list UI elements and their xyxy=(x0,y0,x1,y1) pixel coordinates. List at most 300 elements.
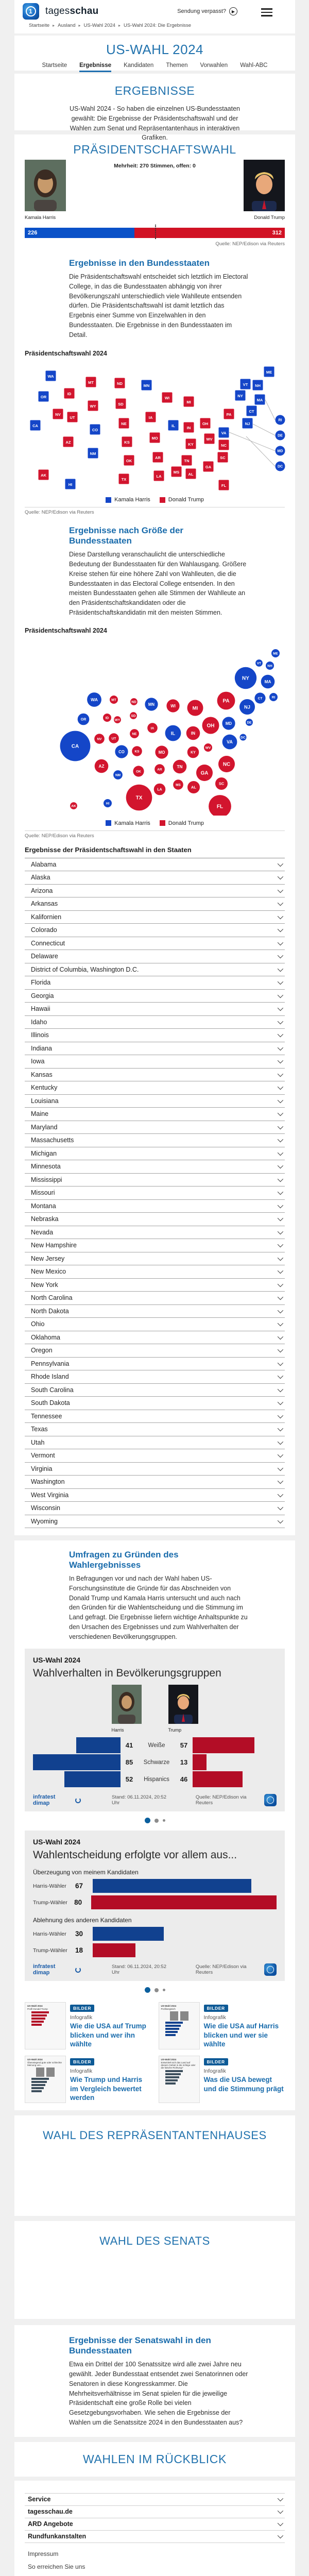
state-row-Oregon[interactable]: Oregon xyxy=(25,1344,285,1358)
svg-text:DE: DE xyxy=(278,434,283,438)
state-row-Nevada[interactable]: Nevada xyxy=(25,1226,285,1240)
svg-text:NC: NC xyxy=(223,761,230,767)
candidates-hero xyxy=(14,159,295,228)
chevron-down-icon xyxy=(278,1413,283,1418)
state-row-Georgia[interactable]: Georgia xyxy=(25,990,285,1003)
state-row-Massachusetts[interactable]: Massachusetts xyxy=(25,1134,285,1147)
svg-text:TN: TN xyxy=(177,764,183,769)
chevron-down-icon xyxy=(278,1097,283,1103)
chevron-down-icon xyxy=(278,966,283,972)
umfragen-text: In Befragungen vor und nach der Wahl haben US-Forschungsinstitute die Gründe für das Abschneiden von Donald Trump und Kamala Harris untersucht und auch nach den Gründen für die Wahlentscheidung und die Stimmung im Land gefragt. Die Ergebnisse liefern wichtige Anhaltspunkte zu den Ursachen des Ergebnisses und zum Wahlverhalten der verschiedenen Bevölkerungsgruppen. xyxy=(69,1574,248,1641)
svg-text:KS: KS xyxy=(124,440,129,445)
svg-text:AK: AK xyxy=(71,804,76,808)
state-row-Oklahoma[interactable]: Oklahoma xyxy=(25,1331,285,1345)
chart1-row-Schwarze: 85 Schwarze 13 xyxy=(33,1754,277,1771)
state-row-Maine[interactable]: Maine xyxy=(25,1108,285,1121)
teaser-thumbnail[interactable]: US-Wahl 2024 Profilvergleich xyxy=(159,2002,200,2049)
teaser-duo2[interactable] xyxy=(25,2056,151,2103)
brand-wordmark[interactable]: tagesschau xyxy=(45,6,98,17)
svg-text:WA: WA xyxy=(91,697,98,702)
state-row-New Mexico[interactable]: New Mexico xyxy=(25,1265,285,1279)
chevron-down-icon xyxy=(278,1176,283,1182)
legend-item: Donald Trump xyxy=(160,820,204,826)
chevron-down-icon xyxy=(278,874,283,879)
state-row-Colorado[interactable]: Colorado xyxy=(25,924,285,937)
chevron-down-icon xyxy=(278,1492,283,1497)
state-row-Missouri[interactable]: Missouri xyxy=(25,1187,285,1200)
svg-text:NV: NV xyxy=(97,737,102,741)
state-row-New Jersey[interactable]: New Jersey xyxy=(25,1252,285,1266)
svg-text:CT: CT xyxy=(249,409,254,414)
footer-link-Impressum[interactable]: Impressum xyxy=(28,2550,295,2557)
chevron-down-icon xyxy=(278,1124,283,1129)
majority-marker xyxy=(155,225,156,239)
infratest-dimap-logo: infratest dimap xyxy=(33,1963,81,1976)
praesidentschaftswahl-heading: PRÄSIDENTSCHAFTSWAHL xyxy=(14,143,295,157)
svg-text:ID: ID xyxy=(67,392,72,396)
svg-text:MI: MI xyxy=(193,705,198,711)
svg-text:NE: NE xyxy=(132,732,137,736)
svg-text:GA: GA xyxy=(205,465,212,469)
svg-text:OR: OR xyxy=(41,395,47,399)
svg-text:SD: SD xyxy=(131,714,135,718)
teaser-kicker: Infografik xyxy=(204,2068,285,2074)
tab-startseite[interactable]: Startseite xyxy=(42,62,67,72)
page-footer xyxy=(14,2481,295,2576)
state-row-Montana[interactable]: Montana xyxy=(25,1200,285,1213)
breadcrumb-sep-icon: ▸ xyxy=(53,23,55,28)
svg-text:RI: RI xyxy=(279,419,282,422)
dot[interactable] xyxy=(163,1819,165,1822)
carousel-dots[interactable] xyxy=(14,1987,295,1993)
state-row-Arkansas[interactable]: Arkansas xyxy=(25,897,285,911)
state-row-Indiana[interactable]: Indiana xyxy=(25,1042,285,1056)
chart1-row-Hispanics: 52 Hispanics 46 xyxy=(33,1771,277,1788)
state-row-Tennessee[interactable]: Tennessee xyxy=(25,1410,285,1423)
state-row-Connecticut[interactable]: Connecticut xyxy=(25,937,285,951)
teaser-title[interactable]: Wie die USA auf Harris blicken und wer sie wählte xyxy=(204,2022,285,2049)
dot-active[interactable] xyxy=(145,1818,150,1823)
chevron-down-icon xyxy=(278,1045,283,1050)
wahlverhalten-chart-card xyxy=(25,1649,285,1811)
svg-text:MT: MT xyxy=(111,698,116,702)
state-row-Kansas[interactable]: Kansas xyxy=(25,1069,285,1082)
breadcrumb-sep-icon: ▸ xyxy=(79,23,81,28)
chevron-down-icon xyxy=(278,887,283,893)
svg-text:WY: WY xyxy=(90,404,96,409)
chevron-down-icon xyxy=(278,1189,283,1195)
repraesentantenhaus-card xyxy=(14,2115,295,2216)
bundesstaaten-text: Die Präsidentschaftswahl entscheidet sich letztlich im Electoral College, in das die Bundesstaaten abhängig von ihrer Bevölkerungszahl unterschiedlich viele Wahlleute entsenden dürfen. Die Präsidentschaftswahl ist damit letztlich das Ergebnis einer Summe von Einzelwahlen in den Bundesstaaten. Die Ergebnisse in den Bundesstaaten im Detail. xyxy=(69,272,248,340)
svg-text:MO: MO xyxy=(151,436,158,440)
breadcrumb-item[interactable]: US-Wahl 2024 xyxy=(84,23,115,28)
bubblemap-label: Präsidentschaftswahl 2024 xyxy=(25,627,295,634)
state-row-Rhode Island[interactable]: Rhode Island xyxy=(25,1370,285,1384)
svg-text:SD: SD xyxy=(118,402,124,406)
state-row-Alaska[interactable]: Alaska xyxy=(25,871,285,885)
tagesschau-logo-icon[interactable]: 1 xyxy=(23,3,39,20)
state-row-Illinois[interactable]: Illinois xyxy=(25,1029,285,1042)
svg-text:LA: LA xyxy=(157,474,162,479)
state-row-Kentucky[interactable]: Kentucky xyxy=(25,1081,285,1095)
footer-accordions xyxy=(25,2493,285,2543)
svg-text:LA: LA xyxy=(157,788,162,791)
site-header xyxy=(14,0,295,33)
chevron-down-icon xyxy=(278,1386,283,1392)
state-row-South Dakota[interactable]: South Dakota xyxy=(25,1397,285,1410)
dot[interactable] xyxy=(154,1988,159,1992)
states-accordion xyxy=(25,858,285,1529)
svg-text:ND: ND xyxy=(131,700,136,704)
tab-kandidaten[interactable]: Kandidaten xyxy=(124,62,153,72)
svg-text:FL: FL xyxy=(221,483,227,488)
svg-text:IA: IA xyxy=(149,415,153,420)
source-note: Quelle: NEP/Edison via Reuters xyxy=(25,833,295,839)
teaser-thumbnail[interactable]: US-Wahl 2024 Entwickelt sich das Land auf diesem Gebiet in die richtige oder die falsche Richtung? xyxy=(159,2056,200,2103)
us-states-bubble-map[interactable] xyxy=(14,636,295,816)
teaser-kicker: Infografik xyxy=(204,2014,285,2021)
svg-text:KY: KY xyxy=(191,751,196,754)
footer-accordion-tagesschau.de[interactable]: tagesschau.de xyxy=(25,2506,285,2518)
footer-accordion-Rundfunkanstalten[interactable]: Rundfunkanstalten xyxy=(25,2531,285,2543)
chevron-down-icon xyxy=(278,953,283,958)
chevron-down-icon xyxy=(278,1360,283,1366)
trump-thumb: Trump xyxy=(168,1685,198,1733)
svg-text:GA: GA xyxy=(201,770,209,776)
chart2-group: Ablehnung des anderen Kandidaten Harris-Wähler 30 Trump-Wähler 18 xyxy=(33,1917,277,1957)
svg-text:IL: IL xyxy=(171,423,175,428)
svg-text:WI: WI xyxy=(170,703,176,708)
svg-text:MD: MD xyxy=(278,450,283,453)
state-row-Idaho[interactable]: Idaho xyxy=(25,1016,285,1029)
umfragen-heading[interactable]: Umfragen zu Gründen des Wahlergebnisses xyxy=(69,1550,248,1570)
chevron-down-icon xyxy=(278,1229,283,1234)
bundesstaaten-heading[interactable]: Ergebnisse in den Bundesstaaten xyxy=(69,258,248,268)
svg-text:DC: DC xyxy=(278,465,283,469)
svg-text:TX: TX xyxy=(122,477,127,482)
chevron-down-icon xyxy=(278,1268,283,1274)
ergebnisse-intro: US-Wahl 2024 - So haben die einzelnen US-Bundesstaaten gewählt: Die Ergebnisse der Präsidentschaftswahl und der Wahlen zum Senat und Repräsentantenhaus in interaktiven Grafiken. xyxy=(62,104,248,143)
chart2-group: Überzeugung von meinem Kandidaten Harris-Wähler 67 Trump-Wähler 80 xyxy=(33,1869,277,1909)
svg-text:WI: WI xyxy=(165,396,169,400)
footer-links xyxy=(28,2550,295,2576)
state-row-Texas[interactable]: Texas xyxy=(25,1423,285,1436)
chevron-down-icon xyxy=(278,1215,283,1221)
chevron-down-icon xyxy=(278,1255,283,1261)
legend-swatch xyxy=(160,497,165,503)
harris-bar-segment[interactable]: 226 xyxy=(25,228,134,238)
trump-bar-segment[interactable]: 312 xyxy=(134,228,285,238)
chevron-down-icon xyxy=(278,1031,283,1037)
state-row-Pennsylvania[interactable]: Pennsylvania xyxy=(25,1358,285,1371)
chart-footer xyxy=(33,1794,277,1806)
repraesentantenhaus-heading: WAHL DES REPRÄSENTANTENHAUSES xyxy=(14,2129,295,2142)
state-row-Vermont[interactable]: Vermont xyxy=(25,1449,285,1463)
svg-text:VT: VT xyxy=(257,662,261,665)
svg-text:NV: NV xyxy=(55,412,60,417)
svg-text:NJ: NJ xyxy=(245,421,250,426)
footer-link-So erreichen Sie uns[interactable]: So erreichen Sie uns xyxy=(28,2563,295,2570)
svg-text:MS: MS xyxy=(174,470,179,474)
legend-swatch xyxy=(106,820,111,826)
bilder-badge: BILDER xyxy=(70,2005,94,2012)
state-row-Wisconsin[interactable]: Wisconsin xyxy=(25,1502,285,1515)
svg-text:DE: DE xyxy=(247,721,252,724)
legend-item: Donald Trump xyxy=(160,497,204,503)
bubble-legend xyxy=(14,820,295,826)
state-row-Ohio[interactable]: Ohio xyxy=(25,1318,285,1331)
chevron-down-icon xyxy=(278,1058,283,1063)
chevron-down-icon xyxy=(278,979,283,985)
sendung-verpasst-link[interactable]: Sendung verpasst? ▶ xyxy=(177,7,237,15)
svg-text:MA: MA xyxy=(257,398,263,402)
svg-text:PA: PA xyxy=(222,698,229,704)
chevron-down-icon xyxy=(278,1465,283,1471)
state-row-Maryland[interactable]: Maryland xyxy=(25,1121,285,1134)
stand-label: Stand: 06.11.2024, 20:52 Uhr xyxy=(112,1794,175,1806)
svg-text:MS: MS xyxy=(176,783,181,787)
svg-text:OH: OH xyxy=(207,723,215,728)
tab-themen[interactable]: Themen xyxy=(166,62,187,72)
state-row-North Dakota[interactable]: North Dakota xyxy=(25,1305,285,1318)
chevron-down-icon xyxy=(278,2508,283,2514)
breadcrumb-item: US-Wahl 2024: Die Ergebnisse xyxy=(124,23,191,28)
teaser-title[interactable]: Was die USA bewegt und die Stimmung prägt xyxy=(204,2075,285,2093)
legend-item: Kamala Harris xyxy=(106,497,150,503)
chevron-down-icon xyxy=(278,1110,283,1116)
praesidentschaftswahl-card xyxy=(14,134,295,1535)
chart1-kicker: US-Wahl 2024 xyxy=(33,1656,277,1664)
tab-wahl-abc[interactable]: Wahl-ABC xyxy=(240,62,267,72)
dot-active[interactable] xyxy=(145,1987,150,1993)
state-row-Hawaii[interactable]: Hawaii xyxy=(25,1003,285,1016)
senat-heading: WAHL DES SENATS xyxy=(14,2234,295,2248)
chevron-down-icon xyxy=(278,992,283,998)
svg-text:WA: WA xyxy=(47,374,54,379)
chevron-down-icon xyxy=(278,1242,283,1247)
svg-text:OK: OK xyxy=(126,459,132,463)
source-label: Quelle: NEP/Edison via Reuters xyxy=(196,1794,264,1806)
breadcrumb-item[interactable]: Startseite xyxy=(29,23,49,28)
electoral-bar[interactable] xyxy=(25,228,285,238)
chevron-down-icon xyxy=(278,2533,283,2538)
svg-text:MA: MA xyxy=(265,679,271,684)
geomap-label: Präsidentschaftswahl 2024 xyxy=(25,350,295,357)
svg-text:VA: VA xyxy=(227,739,233,744)
chart1-candidate-photos xyxy=(33,1685,277,1733)
chart2-title: Wahlentscheidung erfolgte vor allem aus... xyxy=(33,1849,277,1861)
svg-text:OH: OH xyxy=(202,421,208,426)
state-row-New Hampshire[interactable]: New Hampshire xyxy=(25,1239,285,1252)
bilder-badge: BILDER xyxy=(204,2005,228,2012)
svg-text:ME: ME xyxy=(273,652,278,655)
chevron-down-icon xyxy=(278,1084,283,1090)
state-row-North Carolina[interactable]: North Carolina xyxy=(25,1292,285,1305)
breadcrumb-sep-icon: ▸ xyxy=(118,23,121,28)
svg-text:OR: OR xyxy=(81,718,87,721)
majority-note: Mehrheit: 270 Stimmen, offen: 0 xyxy=(14,163,295,169)
svg-text:TN: TN xyxy=(184,459,190,463)
chevron-down-icon xyxy=(278,1308,283,1313)
chart2-row-Harris-Wähler: Harris-Wähler 30 xyxy=(33,1927,277,1941)
state-row-Iowa[interactable]: Iowa xyxy=(25,1055,285,1069)
svg-text:ID: ID xyxy=(106,716,109,720)
source-note: Quelle: NEP/Edison via Reuters xyxy=(14,241,285,247)
state-row-Delaware[interactable]: Delaware xyxy=(25,950,285,963)
states-accordion-heading: Ergebnisse der Präsidentschaftswahl in den Staaten xyxy=(25,846,295,854)
groesse-text: Diese Darstellung veranschaulicht die unterschiedliche Bedeutung der Bundesstaaten für den Wahlausgang. Größere Kreise stehen für eine höhere Zahl von Wahlleuten, die die Bundesstaaten in das Electoral College entsenden. In den meisten Bundesstaaten gehen alle Stimmen der Wahlleute an den Präsidentschaftskandidaten oder die Präsidentschaftskandidatin mit den meisten Stimmen. xyxy=(69,550,248,617)
svg-text:KY: KY xyxy=(188,442,193,447)
state-row-Utah[interactable]: Utah xyxy=(25,1436,285,1450)
chevron-down-icon xyxy=(278,1399,283,1405)
svg-text:WY: WY xyxy=(115,718,121,722)
chevron-down-icon xyxy=(278,1005,283,1011)
legend-swatch xyxy=(106,497,111,503)
chevron-down-icon xyxy=(278,1334,283,1340)
breadcrumb-item[interactable]: Ausland xyxy=(58,23,75,28)
svg-text:IA: IA xyxy=(151,726,154,730)
state-row-New York[interactable]: New York xyxy=(25,1279,285,1292)
state-row-Florida[interactable]: Florida xyxy=(25,976,285,990)
tagesschau-mini-logo-icon xyxy=(264,1794,277,1806)
svg-text:NE: NE xyxy=(121,421,126,426)
state-row-Virginia[interactable]: Virginia xyxy=(25,1463,285,1476)
chart-footer xyxy=(33,1963,277,1976)
senatswahl-card xyxy=(14,2325,295,2436)
stand-label: Stand: 06.11.2024, 20:52 Uhr xyxy=(112,1964,175,1975)
play-icon[interactable]: ▶ xyxy=(229,7,237,15)
senat-card xyxy=(14,2221,295,2319)
chevron-down-icon xyxy=(278,2496,283,2501)
chevron-down-icon xyxy=(278,1071,283,1077)
state-row-Alabama[interactable]: Alabama xyxy=(25,858,285,872)
state-row-District of Columbia, Washington D.C.[interactable]: District of Columbia, Washington D.C. xyxy=(25,963,285,977)
svg-text:DC: DC xyxy=(241,736,246,739)
teaser-thumbnail[interactable]: US-Wahl 2024 Überwiegend gute oder schlechte Meinung von... xyxy=(25,2056,66,2103)
title-card xyxy=(14,36,295,71)
source-note: Quelle: NEP/Edison via Reuters xyxy=(25,510,295,515)
teaser-rows[interactable] xyxy=(159,2056,285,2103)
legend-swatch xyxy=(160,820,165,826)
chevron-down-icon xyxy=(278,940,283,945)
chevron-down-icon xyxy=(278,1320,283,1326)
chevron-down-icon xyxy=(278,861,283,867)
chevron-down-icon xyxy=(278,1019,283,1024)
chevron-down-icon xyxy=(278,1202,283,1208)
umfragen-card xyxy=(14,1540,295,2110)
map-legend xyxy=(14,497,295,503)
hamburger-menu-icon[interactable] xyxy=(261,8,272,16)
state-row-Michigan[interactable]: Michigan xyxy=(25,1147,285,1161)
svg-text:HI: HI xyxy=(68,482,73,487)
svg-text:AK: AK xyxy=(41,473,46,478)
chart1-row-Weiße: 41 Weiße 57 xyxy=(33,1737,277,1754)
teaser-thumbnail[interactable]: US-Wahl 2024 Profil Donald Trump xyxy=(25,2002,66,2049)
us-states-map[interactable] xyxy=(14,359,295,492)
teaser-title[interactable]: Wie die USA auf Trump blicken und wer ihn wählte xyxy=(70,2022,151,2049)
teaser-redbars[interactable] xyxy=(25,2002,151,2049)
svg-text:ND: ND xyxy=(117,381,123,386)
svg-text:MT: MT xyxy=(88,380,94,385)
state-row-Kalifornien[interactable]: Kalifornien xyxy=(25,911,285,924)
state-row-Louisiana[interactable]: Louisiana xyxy=(25,1095,285,1108)
state-row-South Carolina[interactable]: South Carolina xyxy=(25,1384,285,1397)
svg-text:VA: VA xyxy=(221,431,227,435)
svg-text:WV: WV xyxy=(206,437,212,442)
state-row-West Virginia[interactable]: West Virginia xyxy=(25,1489,285,1502)
svg-text:CA: CA xyxy=(72,743,79,749)
chevron-down-icon xyxy=(278,1294,283,1300)
state-row-Wyoming[interactable]: Wyoming xyxy=(25,1515,285,1529)
infografik-teasers xyxy=(25,2002,285,2103)
svg-text:NM: NM xyxy=(90,451,96,456)
bilder-badge: BILDER xyxy=(204,2058,228,2065)
tab-ergebnisse[interactable]: Ergebnisse xyxy=(79,62,111,72)
svg-text:TX: TX xyxy=(136,795,143,801)
svg-text:NH: NH xyxy=(267,664,272,668)
state-row-Minnesota[interactable]: Minnesota xyxy=(25,1160,285,1174)
svg-text:NM: NM xyxy=(115,773,121,777)
chevron-down-icon xyxy=(278,1518,283,1523)
infratest-dimap-logo: infratest dimap xyxy=(33,1794,81,1806)
state-row-Nebraska[interactable]: Nebraska xyxy=(25,1213,285,1226)
svg-text:IL: IL xyxy=(171,731,176,736)
teaser-title[interactable]: Wie Trump und Harris im Vergleich bewertet werden xyxy=(70,2075,151,2103)
svg-text:CO: CO xyxy=(92,428,98,432)
senatswahl-heading[interactable]: Ergebnisse der Senatswahl in den Bundesstaaten xyxy=(69,2335,248,2356)
footer-accordion-ARD Angebote[interactable]: ARD Angebote xyxy=(25,2518,285,2531)
state-row-Mississippi[interactable]: Mississippi xyxy=(25,1174,285,1187)
harris-photo: Kamala Harris xyxy=(25,160,66,221)
chevron-down-icon xyxy=(278,1150,283,1156)
svg-text:KS: KS xyxy=(134,750,140,753)
state-row-Washington[interactable]: Washington xyxy=(25,1476,285,1489)
carousel-dots[interactable] xyxy=(14,1818,295,1823)
svg-text:IN: IN xyxy=(191,731,195,735)
chevron-down-icon xyxy=(278,926,283,932)
chevron-down-icon xyxy=(278,1478,283,1484)
svg-text:AZ: AZ xyxy=(66,440,71,445)
svg-text:MD: MD xyxy=(226,721,232,725)
svg-text:AR: AR xyxy=(157,768,162,771)
svg-text:NJ: NJ xyxy=(244,704,250,709)
tab-vorwahlen[interactable]: Vorwahlen xyxy=(200,62,228,72)
svg-text:CA: CA xyxy=(32,423,38,428)
teaser-duo[interactable] xyxy=(159,2002,285,2049)
svg-text:VT: VT xyxy=(243,382,248,387)
svg-text:IN: IN xyxy=(187,426,191,430)
svg-text:MN: MN xyxy=(148,702,154,706)
dot[interactable] xyxy=(154,1819,159,1823)
state-row-Arizona[interactable]: Arizona xyxy=(25,885,285,898)
svg-text:CO: CO xyxy=(118,749,125,754)
chevron-down-icon xyxy=(278,1373,283,1379)
chevron-down-icon xyxy=(278,1347,283,1352)
dot[interactable] xyxy=(163,1989,165,1991)
wahlentscheidung-groups xyxy=(33,1869,277,1957)
svg-text:MI: MI xyxy=(186,400,191,404)
svg-text:HI: HI xyxy=(106,802,110,805)
svg-text:PA: PA xyxy=(227,412,232,417)
svg-text:RI: RI xyxy=(272,696,276,699)
trump-photo: Donald Trump xyxy=(244,160,285,221)
chart2-row-Trump-Wähler: Trump-Wähler 18 xyxy=(33,1943,277,1957)
ergebnisse-card xyxy=(14,74,295,130)
groesse-heading[interactable]: Ergebnisse nach Größe der Bundesstaaten xyxy=(69,526,248,546)
page-title: US-WAHL 2024 xyxy=(14,42,295,58)
svg-text:AL: AL xyxy=(191,785,196,789)
footer-accordion-Service[interactable]: Service xyxy=(25,2494,285,2506)
